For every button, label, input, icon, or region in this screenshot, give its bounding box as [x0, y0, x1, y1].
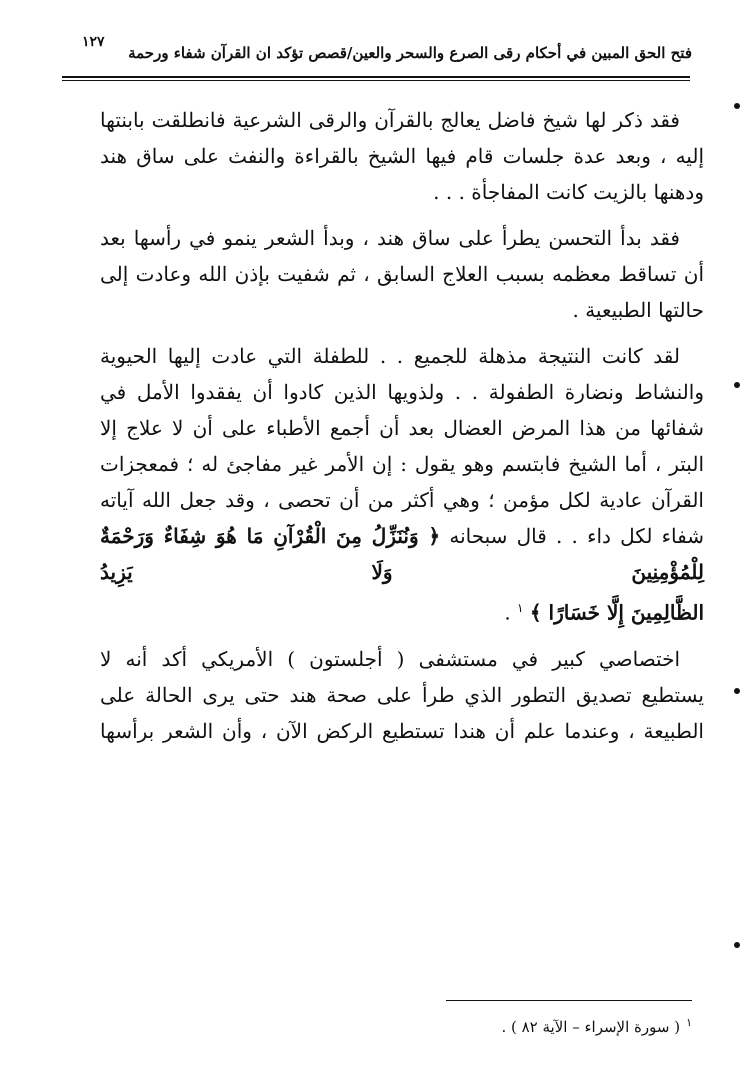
text-line: فقد ذكر لها شيخ فاضل يعالج بالقرآن والرقى الشرعية فانطلقت بابنتها — [100, 108, 680, 132]
header-rule — [62, 76, 690, 78]
text-line: إليه ، وبعد عدة جلسات قام فيها الشيخ بالقراءة والنفث على ساق هند — [100, 144, 704, 168]
text-segment: . — [504, 600, 518, 625]
quran-verse-part2: الظَّالِمِينَ إِلَّا خَسَارًا ﴾ — [529, 600, 704, 625]
header-rule-thin — [62, 80, 690, 81]
text-line: أن تساقط معظمه بسبب العلاج السابق ، ثم شفيت بإذن الله وعادت إلى — [100, 262, 704, 286]
footnote-text: ( سورة الإسراء – الآية ٨٢ ) . — [501, 1018, 681, 1036]
footnote-rule — [446, 1000, 692, 1001]
paragraph-3 — [100, 338, 704, 631]
footnote — [501, 1016, 692, 1036]
paragraph-1 — [100, 102, 704, 210]
margin-dot — [734, 382, 740, 388]
text-line: ودهنها بالزيت كانت المفاجأة . . . — [433, 180, 704, 204]
text-line: حالتها الطبيعية . — [572, 298, 704, 322]
body-text — [100, 102, 704, 759]
footnote-reference[interactable]: ١ — [517, 601, 524, 615]
margin-dot — [734, 688, 740, 694]
paragraph-4 — [100, 641, 704, 749]
text-line: القرآن عادية لكل مؤمن ؛ وهي أكثر من أن تحصى ، وقد جعل الله آياته — [100, 488, 704, 512]
text-line: لقد كانت النتيجة مذهلة للجميع . . للطفلة التي عادت إليها الحيوية — [100, 344, 680, 368]
header-title: فتح الحق المبين في أحكام رقى الصرع والسحر والعين/قصص تؤكد ان القرآن شفاء ورحمة — [128, 44, 692, 62]
text-line: البتر ، أما الشيخ فابتسم وهو يقول : إن الأمر غير مفاجئ له ؛ فمعجزات — [100, 452, 704, 476]
text-segment: شفاء لكل داء . . قال سبحانه — [449, 524, 705, 548]
text-line-verse-end — [100, 590, 704, 631]
text-line: شفائها من هذا المرض العضال بعد أن أجمع الأطباء على أن لا علاج إلا — [100, 416, 704, 440]
quran-verse-part1: ﴿ وَنُنَزِّلُ مِنَ الْقُرْآنِ مَا هُوَ شِفَاءٌ وَرَحْمَةٌ لِلْمُؤْمِنِينَ وَلَا يَزِيدُ — [100, 524, 704, 584]
text-line: يستطيع تصديق التطور الذي طرأ على صحة هند حتى يرى الحالة على — [100, 682, 704, 707]
page-number: ١٢٧ — [82, 34, 105, 50]
text-line: اختصاصي كبير في مستشفى ( أجلستون ) الأمريكي أكد أنه لا — [100, 646, 680, 671]
footnote-marker: ١ — [686, 1016, 692, 1029]
text-line-with-verse — [100, 518, 704, 590]
text-line: الطبيعة ، وعندما علم أن هندا تستطيع الركض الآن ، وأن الشعر برأسها — [100, 718, 704, 743]
page-header — [60, 30, 692, 70]
margin-dot — [734, 103, 740, 109]
text-line: والنشاط ونضارة الطفولة . . ولذويها الذين كادوا أن يفقدوا الأمل في — [100, 380, 704, 404]
text-line: فقد بدأ التحسن يطرأ على ساق هند ، وبدأ الشعر ينمو في رأسها بعد — [100, 226, 680, 250]
paragraph-2 — [100, 220, 704, 328]
margin-dot — [734, 942, 740, 948]
